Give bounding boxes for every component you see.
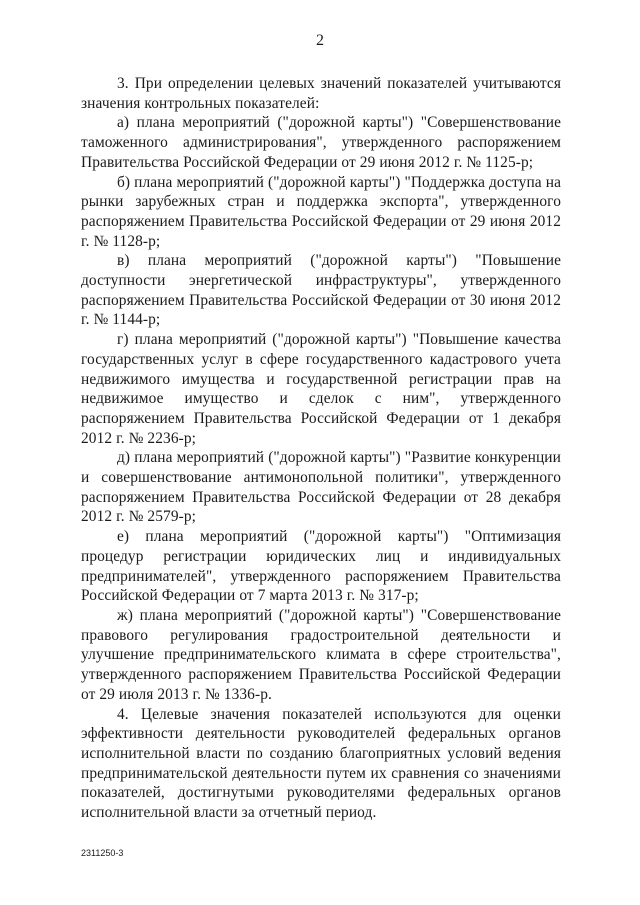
paragraph-3-intro: 3. При определении целевых значений показателей учитываются значения контрольных показателей: <box>81 75 561 112</box>
document-body <box>81 74 561 823</box>
list-item-e: е) плана мероприятий ("дорожной карты") "Оптимизация процедур регистрации юридических лиц и индивидуальных предпринимателей", утвержденного распоряжением Правительства Российской Федерации от 7 марта 2013 г. № 317-р; <box>81 528 561 605</box>
list-item-g: г) плана мероприятий ("дорожной карты") "Повышение качества государственных услуг в сфере государственного кадастрового учета недвижимого имущества и государственной регистрации прав на недвижимое имущество и сделок с ним", утвержденного распоряжением Правительства Российской Федерации от 1 декабря 2012 г. № 2236-р; <box>81 331 561 447</box>
page-number: 2 <box>316 32 324 49</box>
list-item-zh: ж) плана мероприятий ("дорожной карты") "Совершенствование правового регулирования градостроительной деятельности и улучшение предпринимательского климата в сфере строительства", утвержденного распоряжением Правительства Российской Федерации от 29 июля 2013 г. № 1336-р. <box>81 606 561 703</box>
list-item-v: в) плана мероприятий ("дорожной карты") "Повышение доступности энергетической инфраструктуры", утвержденного распоряжением Правительства Российской Федерации от 30 июня 2012 г. № 1144-р; <box>81 252 561 329</box>
list-item-d: д) плана мероприятий ("дорожной карты") "Развитие конкуренции и совершенствование антимонопольной политики", утвержденного распоряжением Правительства Российской Федерации от 28 декабря 2012 г. № 2579-р; <box>81 449 561 526</box>
list-item-a: а) плана мероприятий ("дорожной карты") "Совершенствование таможенного администрирования", утвержденного распоряжением Правительства Российской Федерации от 29 июня 2012 г. № 1125-р; <box>81 114 561 171</box>
list-item-b: б) плана мероприятий ("дорожной карты") "Поддержка доступа на рынки зарубежных стран и поддержка экспорта", утвержденного распоряжением Правительства Российской Федерации от 29 июня 2012 г. № 1128-р; <box>81 173 561 250</box>
document-code: 2311250-3 <box>81 848 124 858</box>
paragraph-4: 4. Целевые значения показателей используются для оценки эффективности деятельности руководителей федеральных органов исполнительной власти по созданию благоприятных условий ведения предпринимательской деятельности путем их сравнения со значениями показателей, достигнутыми руководителями федеральных органов исполнительной власти за отчетный период. <box>81 705 561 822</box>
